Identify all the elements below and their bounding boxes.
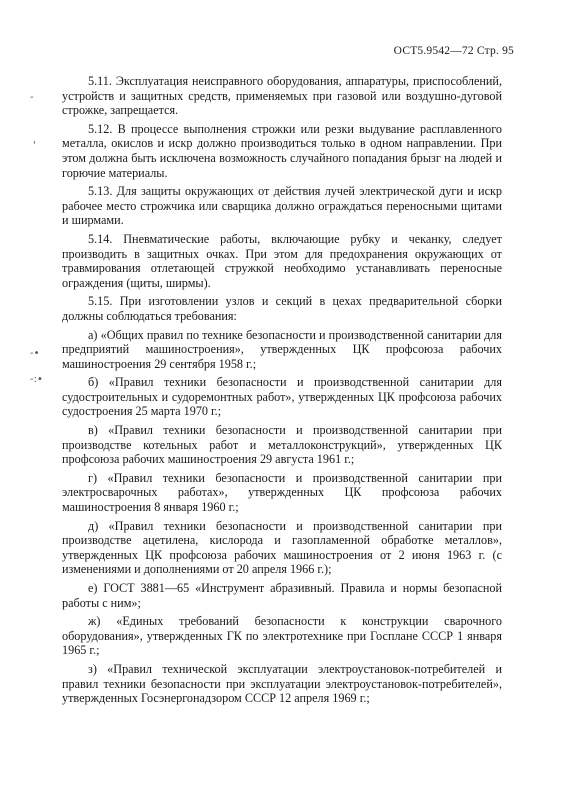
list-item-z: з) «Правил технической эксплуатации электроустановок-потребителей и правил техники безопасности при эксплуатации электроустановок-потребителей», утвержденных Госэнергонадзором СССР 12 апреля 1969 г.; <box>62 661 502 706</box>
margin-mark: - <box>30 92 34 103</box>
margin-mark: -• <box>30 348 40 359</box>
list-item-d: д) «Правил техники безопасности и производственной санитарии при производстве ацетилена, кислорода и газопламенной обработке металлов», утвержденных ЦК профсоюза рабочих машиностроения от 2 июня 1963 г. (с изменениями и дополнениями от 20 апреля 1966 г.); <box>62 518 502 577</box>
document-body <box>62 74 502 710</box>
margin-mark: -:• <box>30 374 43 385</box>
list-item-a: а) «Общих правил по технике безопасности и производственной санитарии для предприятий машиностроения», утвержденных ЦК профсоюза рабочих машиностроения 29 сентября 1958 г.; <box>62 327 502 371</box>
paragraph-5-15: 5.15. При изготовлении узлов и секций в цехах предварительной сборки должны соблюдаться требования: <box>62 294 502 323</box>
list-item-zh: ж) «Единых требований безопасности к конструкции сварочного оборудования», утвержденных ГК по электротехнике при Госплане СССР 1 января 1965 г.; <box>62 614 502 658</box>
paragraph-5-14: 5.14. Пневматические работы, включающие рубку и чеканку, следует производить в защитных очках. При этом для предохранения окружающих от травмирования отлетающей стружкой необходимо устанавливать переносные ограждения (щиты, ширмы). <box>62 231 502 290</box>
paragraph-5-11: 5.11. Эксплуатация неисправного оборудования, аппаратуры, приспособлений, устройств и защитных средств, применяемых при газовой или воздушно-дуговой строжке, запрещается. <box>62 74 502 118</box>
list-item-b: б) «Правил техники безопасности и производственной санитарии для судостроительных и судоремонтных работ», утвержденных ЦК профсоюза рабочих судостроения 25 марта 1970 г.; <box>62 375 502 419</box>
list-item-e: е) ГОСТ 3881—65 «Инструмент абразивный. Правила и нормы безопасной работы с ним»; <box>62 581 502 610</box>
paragraph-5-12: 5.12. В процессе выполнения строжки или резки выдувание расплавленного металла, окислов и искр должно производиться только в одном направлении. При этом должна быть исключена возможность случайного попадания брызг на людей и горючие материалы. <box>62 121 502 180</box>
page-header: ОСТ5.9542—72 Стр. 95 <box>393 45 514 57</box>
list-item-v: в) «Правил техники безопасности и производственной санитарии при производстве котельных работ и металлоконструкций», утвержденных ЦК профсоюза рабочих машиностроения 29 августа 1961 г.; <box>62 423 502 467</box>
margin-mark: ' <box>33 140 36 151</box>
list-item-g: г) «Правил техники безопасности и производственной санитарии при электросварочных работах», утвержденных ЦК профсоюза рабочих машиностроения 8 января 1960 г.; <box>62 470 502 515</box>
paragraph-5-13: 5.13. Для защиты окружающих от действия лучей электрической дуги и искр рабочее место строжчика или сварщика должно ограждаться переносными щитами и ширмами. <box>62 184 502 228</box>
